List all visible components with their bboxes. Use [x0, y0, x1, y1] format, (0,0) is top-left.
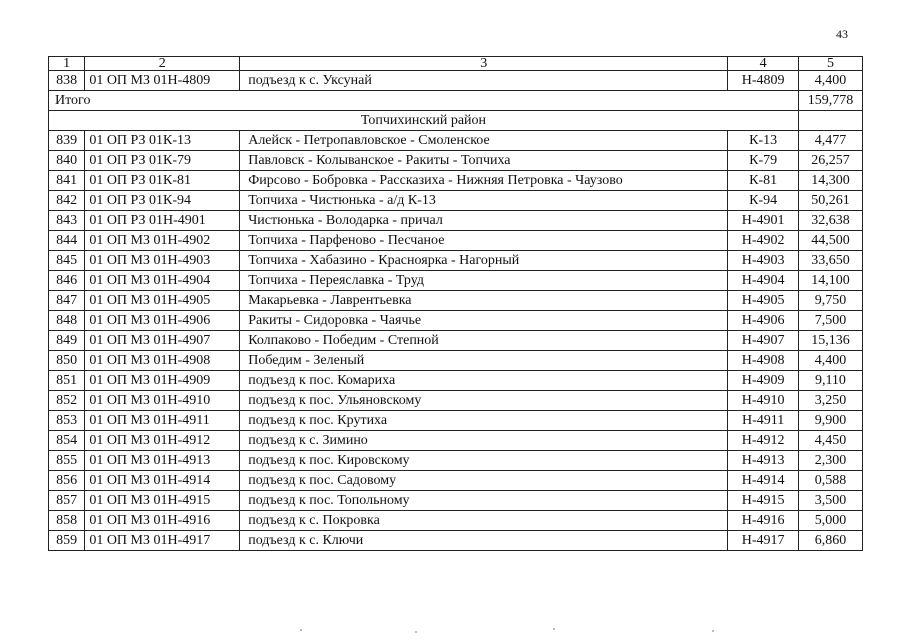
column-header: 1 — [49, 57, 85, 71]
road-length: 44,500 — [798, 231, 862, 251]
section-title: Топчихинский район — [49, 111, 799, 131]
road-index: Н-4903 — [728, 251, 799, 271]
road-length: 50,261 — [798, 191, 862, 211]
row-number: 852 — [49, 391, 85, 411]
road-code: 01 ОП МЗ 01Н-4905 — [85, 291, 240, 311]
table-row — [49, 531, 863, 551]
road-code: 01 ОП МЗ 01Н-4908 — [85, 351, 240, 371]
road-code: 01 ОП МЗ 01Н-4906 — [85, 311, 240, 331]
road-length: 14,300 — [798, 171, 862, 191]
header-row — [49, 57, 863, 71]
road-name: Алейск - Петропавловское - Смоленское — [240, 131, 728, 151]
column-header: 3 — [240, 57, 728, 71]
column-header: 5 — [798, 57, 862, 71]
road-code: 01 ОП МЗ 01Н-4917 — [85, 531, 240, 551]
road-index: Н-4904 — [728, 271, 799, 291]
row-number: 855 — [49, 451, 85, 471]
road-index: К-94 — [728, 191, 799, 211]
total-row — [49, 91, 863, 111]
road-code: 01 ОП РЗ 01К-13 — [85, 131, 240, 151]
section-empty-cell — [798, 111, 862, 131]
road-index: Н-4909 — [728, 371, 799, 391]
road-name: Чистюнька - Володарка - причал — [240, 211, 728, 231]
table-row — [49, 191, 863, 211]
road-length: 4,400 — [798, 71, 862, 91]
row-number: 846 — [49, 271, 85, 291]
road-index: Н-4917 — [728, 531, 799, 551]
road-name: Топчиха - Переяславка - Труд — [240, 271, 728, 291]
row-number: 848 — [49, 311, 85, 331]
table-row — [49, 391, 863, 411]
row-number: 850 — [49, 351, 85, 371]
road-index: Н-4914 — [728, 471, 799, 491]
scan-artifact — [553, 628, 555, 630]
road-name: подъезд к с. Покровка — [240, 511, 728, 531]
table-row — [49, 291, 863, 311]
table-row — [49, 331, 863, 351]
row-number: 856 — [49, 471, 85, 491]
road-index: Н-4908 — [728, 351, 799, 371]
road-name: подъезд к пос. Кировскому — [240, 451, 728, 471]
road-name: подъезд к пос. Ульяновскому — [240, 391, 728, 411]
road-name: подъезд к пос. Комариха — [240, 371, 728, 391]
row-number: 858 — [49, 511, 85, 531]
road-code: 01 ОП МЗ 01Н-4902 — [85, 231, 240, 251]
road-code: 01 ОП МЗ 01Н-4912 — [85, 431, 240, 451]
road-code: 01 ОП МЗ 01Н-4914 — [85, 471, 240, 491]
road-index: Н-4915 — [728, 491, 799, 511]
road-code: 01 ОП РЗ 01К-81 — [85, 171, 240, 191]
road-name: Павловск - Колыванское - Ракиты - Топчиха — [240, 151, 728, 171]
road-index: К-13 — [728, 131, 799, 151]
table-row — [49, 351, 863, 371]
table-row — [49, 251, 863, 271]
road-length: 9,900 — [798, 411, 862, 431]
road-name: подъезд к пос. Топольному — [240, 491, 728, 511]
road-name: Победим - Зеленый — [240, 351, 728, 371]
road-index: К-79 — [728, 151, 799, 171]
row-number: 842 — [49, 191, 85, 211]
row-number: 838 — [49, 71, 85, 91]
road-code: 01 ОП МЗ 01Н-4907 — [85, 331, 240, 351]
road-index: Н-4907 — [728, 331, 799, 351]
road-index: Н-4913 — [728, 451, 799, 471]
road-index: К-81 — [728, 171, 799, 191]
table-row — [49, 511, 863, 531]
road-length: 9,110 — [798, 371, 862, 391]
table-row — [49, 371, 863, 391]
row-number: 841 — [49, 171, 85, 191]
road-code: 01 ОП МЗ 01Н-4909 — [85, 371, 240, 391]
road-length: 4,450 — [798, 431, 862, 451]
page-number: 43 — [836, 27, 848, 41]
road-code: 01 ОП МЗ 01Н-4911 — [85, 411, 240, 431]
road-code: 01 ОП РЗ 01К-79 — [85, 151, 240, 171]
road-code: 01 ОП МЗ 01Н-4916 — [85, 511, 240, 531]
scan-artifact — [415, 631, 417, 633]
road-length: 9,750 — [798, 291, 862, 311]
road-code: 01 ОП РЗ 01Н-4901 — [85, 211, 240, 231]
road-name: Фирсово - Бобровка - Рассказиха - Нижняя Петровка - Чаузово — [240, 171, 728, 191]
row-number: 853 — [49, 411, 85, 431]
table-row — [49, 271, 863, 291]
row-number: 859 — [49, 531, 85, 551]
road-name: Топчиха - Парфеново - Песчаное — [240, 231, 728, 251]
road-length: 0,588 — [798, 471, 862, 491]
road-index: Н-4911 — [728, 411, 799, 431]
table-row — [49, 491, 863, 511]
road-length: 32,638 — [798, 211, 862, 231]
row-number: 854 — [49, 431, 85, 451]
table-row — [49, 71, 863, 91]
table-row — [49, 131, 863, 151]
road-index: Н-4809 — [728, 71, 799, 91]
road-index: Н-4902 — [728, 231, 799, 251]
row-number: 849 — [49, 331, 85, 351]
road-length: 2,300 — [798, 451, 862, 471]
road-code: 01 ОП МЗ 01Н-4809 — [85, 71, 240, 91]
roads-table-body — [49, 57, 863, 551]
scan-artifact — [712, 630, 714, 632]
road-index: Н-4905 — [728, 291, 799, 311]
road-code: 01 ОП МЗ 01Н-4910 — [85, 391, 240, 411]
road-code: 01 ОП МЗ 01Н-4903 — [85, 251, 240, 271]
table-row — [49, 451, 863, 471]
road-length: 7,500 — [798, 311, 862, 331]
row-number: 839 — [49, 131, 85, 151]
row-number: 857 — [49, 491, 85, 511]
road-length: 4,477 — [798, 131, 862, 151]
road-code: 01 ОП МЗ 01Н-4913 — [85, 451, 240, 471]
row-number: 847 — [49, 291, 85, 311]
table-row — [49, 311, 863, 331]
road-length: 3,250 — [798, 391, 862, 411]
scan-artifact — [300, 629, 302, 631]
road-index: Н-4916 — [728, 511, 799, 531]
table-row — [49, 431, 863, 451]
road-code: 01 ОП МЗ 01Н-4904 — [85, 271, 240, 291]
road-index: Н-4912 — [728, 431, 799, 451]
road-name: подъезд к с. Ключи — [240, 531, 728, 551]
road-code: 01 ОП РЗ 01К-94 — [85, 191, 240, 211]
road-length: 26,257 — [798, 151, 862, 171]
road-length: 14,100 — [798, 271, 862, 291]
roads-table — [48, 56, 863, 551]
table-row — [49, 411, 863, 431]
row-number: 840 — [49, 151, 85, 171]
table-row — [49, 171, 863, 191]
row-number: 843 — [49, 211, 85, 231]
road-length: 6,860 — [798, 531, 862, 551]
section-row — [49, 111, 863, 131]
road-length: 15,136 — [798, 331, 862, 351]
road-name: Топчиха - Чистюнька - а/д К-13 — [240, 191, 728, 211]
road-length: 33,650 — [798, 251, 862, 271]
table-row — [49, 151, 863, 171]
row-number: 845 — [49, 251, 85, 271]
road-index: Н-4901 — [728, 211, 799, 231]
column-header: 2 — [85, 57, 240, 71]
road-name: подъезд к пос. Крутиха — [240, 411, 728, 431]
road-code: 01 ОП МЗ 01Н-4915 — [85, 491, 240, 511]
road-length: 3,500 — [798, 491, 862, 511]
total-value: 159,778 — [798, 91, 862, 111]
road-name: подъезд к с. Уксунай — [240, 71, 728, 91]
road-length: 4,400 — [798, 351, 862, 371]
row-number: 851 — [49, 371, 85, 391]
road-name: подъезд к пос. Садовому — [240, 471, 728, 491]
road-name: Ракиты - Сидоровка - Чаячье — [240, 311, 728, 331]
total-label: Итого — [49, 91, 799, 111]
column-header: 4 — [728, 57, 799, 71]
road-name: Макарьевка - Лаврентьевка — [240, 291, 728, 311]
road-index: Н-4906 — [728, 311, 799, 331]
road-name: подъезд к с. Зимино — [240, 431, 728, 451]
table-row — [49, 471, 863, 491]
road-name: Колпаково - Победим - Степной — [240, 331, 728, 351]
road-length: 5,000 — [798, 511, 862, 531]
table-row — [49, 211, 863, 231]
road-index: Н-4910 — [728, 391, 799, 411]
table-row — [49, 231, 863, 251]
row-number: 844 — [49, 231, 85, 251]
road-name: Топчиха - Хабазино - Красноярка - Нагорный — [240, 251, 728, 271]
